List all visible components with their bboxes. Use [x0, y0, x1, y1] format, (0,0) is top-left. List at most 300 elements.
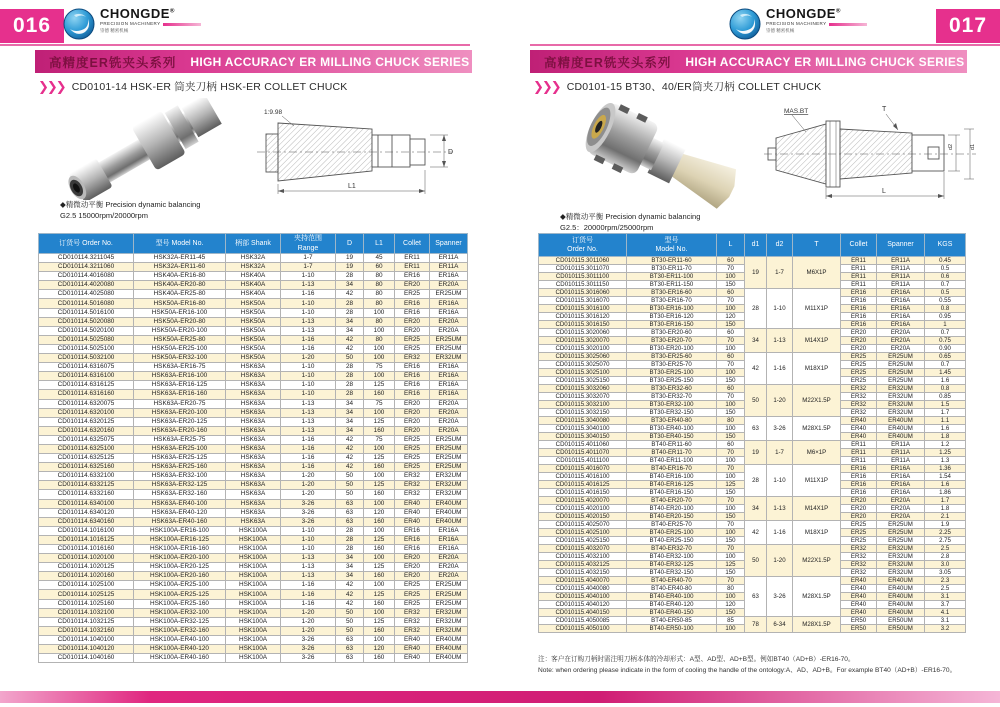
table-cell: 34 — [336, 408, 364, 417]
table-cell: 3.05 — [925, 569, 966, 577]
table-cell: ER11A — [877, 441, 925, 449]
table-cell: HSK32A-ER11-45 — [134, 254, 226, 263]
table-cell: ER16A — [877, 321, 925, 329]
table-cell: 150 — [717, 609, 745, 617]
table-cell: 19 — [336, 254, 364, 263]
table-cell: 80 — [364, 281, 395, 290]
table-cell: HSK100A — [226, 563, 281, 572]
merged-group-cell: M11X1P — [793, 465, 841, 497]
merged-group-cell: 1-20 — [767, 545, 793, 577]
table-cell: CD010115.4020100 — [539, 505, 627, 513]
table-cell: ER32 — [841, 545, 877, 553]
table-cell: ER16 — [395, 308, 430, 317]
header-row — [539, 234, 966, 257]
table-cell: CD010114.1032100 — [39, 608, 134, 617]
table-cell: 1-13 — [281, 417, 336, 426]
column-header: 型号 Model No. — [627, 234, 717, 257]
table-cell: BT30-ER11-100 — [627, 273, 717, 281]
table-cell: 100 — [717, 345, 745, 353]
table-cell: 1.7 — [925, 409, 966, 417]
table-cell: CD010115.4032125 — [539, 561, 627, 569]
merged-group-cell: 34 — [745, 329, 767, 353]
table-cell: HSK63A-ER25-100 — [134, 444, 226, 453]
table-cell: 2.5 — [925, 585, 966, 593]
table-cell: HSK63A-ER20-125 — [134, 417, 226, 426]
table-cell: HSK100A — [226, 654, 281, 663]
table-cell: 3.0 — [925, 561, 966, 569]
table-cell: CD010115.4032070 — [539, 545, 627, 553]
table-cell: 70 — [717, 297, 745, 305]
table-cell: 80 — [364, 317, 395, 326]
table-cell: 120 — [717, 601, 745, 609]
table-cell: ER40UM — [430, 508, 468, 517]
table-cell: HSK63A — [226, 481, 281, 490]
table-row — [39, 554, 468, 563]
table-cell: ER32 — [395, 617, 430, 626]
table-cell: 1.8 — [925, 505, 966, 513]
table-cell: BT40-ER16-100 — [627, 473, 717, 481]
table-cell: 120 — [364, 508, 395, 517]
table-cell: ER16A — [877, 305, 925, 313]
table-cell: ER16A — [877, 465, 925, 473]
table-cell: ER20A — [877, 497, 925, 505]
table-cell: 1-10 — [281, 299, 336, 308]
table-cell: ER20 — [395, 417, 430, 426]
table-cell: ER20 — [395, 554, 430, 563]
table-cell: BT30-ER16-120 — [627, 313, 717, 321]
table-row — [39, 372, 468, 381]
merged-group-cell: M28X1.5P — [793, 617, 841, 633]
table-cell: ER11A — [430, 254, 468, 263]
table-cell: ER40UM — [877, 417, 925, 425]
table-cell: 160 — [364, 390, 395, 399]
table-cell: ER20A — [430, 554, 468, 563]
registered-mark: ® — [169, 8, 175, 15]
table-cell: HSK100A — [226, 645, 281, 654]
table-cell: CD010115.3016120 — [539, 313, 627, 321]
table-cell: ER20 — [395, 572, 430, 581]
table-cell: ER25UM — [877, 361, 925, 369]
merged-group-cell: 3-26 — [767, 417, 793, 441]
table-cell: ER20 — [395, 317, 430, 326]
table-cell: 70 — [717, 545, 745, 553]
table-cell: HSK50A — [226, 326, 281, 335]
table-cell: HSK63A-ER25-125 — [134, 454, 226, 463]
series-banner — [530, 50, 967, 73]
merged-group-cell: 3-26 — [767, 577, 793, 617]
table-cell: 125 — [364, 617, 395, 626]
table-cell: 28 — [336, 545, 364, 554]
table-cell: CD010114.1025100 — [39, 581, 134, 590]
bottom-accent-bar — [0, 691, 1000, 703]
table-cell: CD010114.6316075 — [39, 363, 134, 372]
table-cell: ER16 — [841, 305, 877, 313]
table-cell: HSK63A-ER16-160 — [134, 390, 226, 399]
table-cell: ER32 — [395, 472, 430, 481]
table-cell: 1.25 — [925, 449, 966, 457]
table-cell: 2.1 — [925, 513, 966, 521]
table-cell: ER40 — [395, 645, 430, 654]
table-cell: ER25UM — [877, 521, 925, 529]
table-cell: ER11 — [395, 263, 430, 272]
table-cell: BT30-ER20-70 — [627, 337, 717, 345]
table-cell: HSK63A — [226, 399, 281, 408]
table-cell: 120 — [364, 645, 395, 654]
table-cell: CD010115.3011060 — [539, 257, 627, 265]
table-cell: 1-16 — [281, 290, 336, 299]
section-title-row — [38, 79, 348, 94]
table-cell: 1-10 — [281, 390, 336, 399]
table-row — [39, 354, 468, 363]
table-cell: ER16A — [430, 390, 468, 399]
table-cell: HSK100A-ER25-160 — [134, 599, 226, 608]
table-cell: CD010115.3032070 — [539, 393, 627, 401]
merged-group-cell: M28X1.5P — [793, 417, 841, 441]
table-cell: 34 — [336, 426, 364, 435]
table-cell: 0.85 — [925, 393, 966, 401]
table-cell: 0.45 — [925, 257, 966, 265]
table-cell: 3.7 — [925, 601, 966, 609]
table-cell: ER40 — [841, 601, 877, 609]
table-cell: 0.55 — [925, 297, 966, 305]
table-cell: HSK63A — [226, 472, 281, 481]
column-header: KGS — [925, 234, 966, 257]
table-cell: ER32UM — [877, 385, 925, 393]
table-cell: CD010114.6316125 — [39, 381, 134, 390]
table-cell: ER16A — [430, 308, 468, 317]
table-cell: 28 — [336, 535, 364, 544]
table-cell: CD010114.1040100 — [39, 635, 134, 644]
length-dim-label: L1 — [348, 183, 356, 190]
balancing-line2: G2.5 15000rpm/20000rpm — [60, 210, 148, 220]
table-cell: 0.75 — [925, 337, 966, 345]
table-cell: ER25UM — [430, 454, 468, 463]
table-cell: 120 — [717, 313, 745, 321]
table-row — [539, 353, 966, 361]
table-row — [539, 289, 966, 297]
table-cell: 75 — [364, 399, 395, 408]
spec-table — [38, 233, 468, 663]
table-cell: 0.7 — [925, 361, 966, 369]
table-row — [39, 499, 468, 508]
table-cell: ER40 — [841, 417, 877, 425]
table-cell: HSK40A — [226, 281, 281, 290]
balancing-caption — [60, 200, 200, 222]
table-row — [39, 299, 468, 308]
table-cell: 1-13 — [281, 399, 336, 408]
table-cell: ER16 — [395, 299, 430, 308]
table-cell: 1-16 — [281, 344, 336, 353]
table-cell: HSK63A — [226, 381, 281, 390]
table-cell: ER25 — [841, 369, 877, 377]
table-cell: 150 — [717, 321, 745, 329]
table-cell: HSK50A-ER25-80 — [134, 335, 226, 344]
table-cell: CD010114.6325075 — [39, 435, 134, 444]
table-cell: BT40-ER16-70 — [627, 465, 717, 473]
brand-subtitle: PRECISION MACHINERY — [766, 22, 867, 27]
table-cell: CD010114.5025080 — [39, 335, 134, 344]
table-cell: 70 — [717, 265, 745, 273]
logo-dash — [163, 23, 201, 26]
table-cell: 0.95 — [925, 313, 966, 321]
table-cell: 0.65 — [925, 353, 966, 361]
merged-group-cell: 6-34 — [767, 617, 793, 633]
header-rule — [530, 44, 1000, 46]
table-cell: ER40UM — [430, 645, 468, 654]
table-cell: CD010115.3011070 — [539, 265, 627, 273]
table-cell: ER40UM — [430, 654, 468, 663]
table-cell: 28 — [336, 526, 364, 535]
balancing-caption — [560, 212, 700, 234]
hsk-spec-table — [38, 233, 467, 663]
table-cell: 80 — [717, 585, 745, 593]
table-cell: BT40-ER40-70 — [627, 577, 717, 585]
table-cell: ER16 — [395, 526, 430, 535]
table-cell: 75 — [364, 363, 395, 372]
table-cell: 1-10 — [281, 535, 336, 544]
table-cell: ER16 — [395, 272, 430, 281]
table-cell: 1-7 — [281, 254, 336, 263]
table-cell: ER40 — [841, 585, 877, 593]
table-cell: 70 — [717, 577, 745, 585]
table-cell: CD010114.1025125 — [39, 590, 134, 599]
table-cell: HSK63A-ER32-100 — [134, 472, 226, 481]
table-cell: 70 — [717, 497, 745, 505]
table-row — [39, 654, 468, 663]
table-cell: 1-13 — [281, 408, 336, 417]
table-row — [39, 263, 468, 272]
table-cell: ER25 — [395, 290, 430, 299]
table-cell: 1.6 — [925, 377, 966, 385]
table-cell: HSK100A-ER20-125 — [134, 563, 226, 572]
table-cell: CD010114.6332160 — [39, 490, 134, 499]
hsk-technical-drawing — [252, 104, 464, 202]
merged-group-cell: 50 — [745, 545, 767, 577]
brand-name: CHONGDE® — [100, 6, 175, 21]
d2-dim-label: d2 — [948, 143, 954, 150]
table-cell: 2.5 — [925, 545, 966, 553]
table-row — [39, 272, 468, 281]
table-cell: 100 — [717, 401, 745, 409]
table-cell: ER16 — [395, 545, 430, 554]
table-cell: ER25UM — [877, 377, 925, 385]
table-cell: BT40-ER40-80 — [627, 585, 717, 593]
table-cell: 70 — [717, 393, 745, 401]
table-cell: ER11 — [841, 273, 877, 281]
table-cell: ER20 — [395, 563, 430, 572]
table-cell: BT40-ER40-100 — [627, 593, 717, 601]
table-cell: CD010114.1020125 — [39, 563, 134, 572]
merged-group-cell: 63 — [745, 577, 767, 617]
table-cell: BT40-ER32-125 — [627, 561, 717, 569]
table-row — [39, 508, 468, 517]
table-cell: CD010115.4032100 — [539, 553, 627, 561]
table-cell: 28 — [336, 272, 364, 281]
table-cell: ER32 — [395, 481, 430, 490]
merged-group-cell: M18X1P — [793, 353, 841, 385]
series-banner-en: HIGH ACCURACY ER MILLING CHUCK SERIES — [190, 54, 470, 69]
series-banner — [35, 50, 472, 73]
table-cell: 34 — [336, 563, 364, 572]
table-cell: ER25UM — [430, 335, 468, 344]
table-cell: ER20A — [430, 417, 468, 426]
table-cell: ER11A — [877, 457, 925, 465]
table-cell: ER11 — [395, 254, 430, 263]
table-cell: 1-10 — [281, 526, 336, 535]
table-cell: 63 — [336, 635, 364, 644]
table-row — [39, 608, 468, 617]
merged-group-cell: M11X1P — [793, 289, 841, 329]
table-cell: BT40-ER16-150 — [627, 489, 717, 497]
merged-group-cell: M22X1.5P — [793, 385, 841, 417]
table-cell: HSK63A-ER20-100 — [134, 408, 226, 417]
page-number: 017 — [936, 9, 1000, 43]
table-cell: ER25UM — [430, 344, 468, 353]
table-cell: CD010115.4020150 — [539, 513, 627, 521]
brand-logo — [62, 7, 201, 41]
merged-group-cell: M6×1P — [793, 441, 841, 465]
table-row — [39, 399, 468, 408]
table-cell: CD010115.3040150 — [539, 433, 627, 441]
table-cell: ER11 — [841, 257, 877, 265]
table-cell: ER25 — [395, 599, 430, 608]
table-cell: HSK63A — [226, 372, 281, 381]
diameter-dim-label: D — [448, 149, 454, 156]
table-cell: 1-13 — [281, 572, 336, 581]
table-cell: HSK100A — [226, 526, 281, 535]
table-cell: CD010114.1016100 — [39, 526, 134, 535]
table-cell: 1-16 — [281, 444, 336, 453]
table-cell: ER11 — [841, 281, 877, 289]
table-cell: 150 — [717, 569, 745, 577]
table-cell: CD010115.4011060 — [539, 441, 627, 449]
table-cell: 160 — [364, 490, 395, 499]
table-cell: 70 — [717, 337, 745, 345]
table-cell: 1.6 — [925, 425, 966, 433]
table-cell: ER25UM — [877, 537, 925, 545]
merged-group-cell: M14X1P — [793, 497, 841, 521]
table-cell: 34 — [336, 281, 364, 290]
table-cell: CD010114.4025080 — [39, 290, 134, 299]
table-cell: 3-26 — [281, 645, 336, 654]
table-cell: 45 — [364, 254, 395, 263]
table-cell: 0.8 — [925, 385, 966, 393]
column-header: 型号 Model No. — [134, 234, 226, 254]
table-row — [39, 417, 468, 426]
table-cell: BT40-ER32-100 — [627, 553, 717, 561]
balancing-line2: G2.5：20000rpm/25000rpm — [560, 222, 654, 232]
table-cell: 2.25 — [925, 529, 966, 537]
table-cell: ER20A — [430, 399, 468, 408]
table-cell: 1.1 — [925, 417, 966, 425]
table-cell: 125 — [364, 381, 395, 390]
table-cell: HSK40A-ER25-80 — [134, 290, 226, 299]
table-cell: 1-10 — [281, 372, 336, 381]
table-row — [39, 617, 468, 626]
merged-group-cell: 1-16 — [767, 521, 793, 545]
triple-chevron-icon: ❯❯❯ — [38, 79, 65, 94]
table-cell: 85 — [717, 617, 745, 625]
table-cell: 1-10 — [281, 363, 336, 372]
section-title: CD0101-15 BT30、40/ER筒夹刀柄 COLLET CHUCK — [566, 81, 822, 93]
brand-chinese: 崇德 精密机械 — [766, 27, 795, 33]
table-cell: ER16A — [430, 299, 468, 308]
table-cell: CD010114.6316160 — [39, 390, 134, 399]
table-cell: 80 — [364, 335, 395, 344]
table-cell: CD010115.3032100 — [539, 401, 627, 409]
merged-group-cell: 19 — [745, 441, 767, 465]
table-cell: ER40UM — [877, 577, 925, 585]
table-cell: ER32UM — [877, 393, 925, 401]
table-cell: HSK100A — [226, 608, 281, 617]
column-header: Spanner — [877, 234, 925, 257]
table-cell: ER40UM — [877, 433, 925, 441]
table-cell: ER11A — [877, 273, 925, 281]
table-cell: HSK50A — [226, 335, 281, 344]
table-cell: 1-10 — [281, 308, 336, 317]
table-cell: 1-7 — [281, 263, 336, 272]
table-cell: HSK100A-ER16-100 — [134, 526, 226, 535]
table-cell: HSK100A — [226, 554, 281, 563]
table-cell: 1-20 — [281, 481, 336, 490]
table-cell: CD010114.6340160 — [39, 517, 134, 526]
table-cell: 1-16 — [281, 335, 336, 344]
table-cell: HSK63A — [226, 517, 281, 526]
table-cell: CD010115.3020070 — [539, 337, 627, 345]
merged-group-cell: 50 — [745, 385, 767, 417]
table-cell: ER11A — [877, 257, 925, 265]
table-cell: ER16A — [430, 545, 468, 554]
table-cell: ER16A — [430, 535, 468, 544]
table-cell: CD010115.3025060 — [539, 353, 627, 361]
table-cell: 1-20 — [281, 626, 336, 635]
table-cell: ER25UM — [430, 581, 468, 590]
column-header: Collet — [395, 234, 430, 254]
column-header: D — [336, 234, 364, 254]
table-cell: CD010115.3011150 — [539, 281, 627, 289]
table-cell: BT40-ER11-100 — [627, 457, 717, 465]
table-cell: 60 — [364, 263, 395, 272]
table-cell: 1.45 — [925, 369, 966, 377]
table-cell: 100 — [364, 354, 395, 363]
table-cell: HSK100A — [226, 635, 281, 644]
table-cell: CD010115.3032060 — [539, 385, 627, 393]
table-cell: CD010114.3211045 — [39, 254, 134, 263]
table-cell: BT40-ER25-100 — [627, 529, 717, 537]
table-cell: CD010114.5016100 — [39, 308, 134, 317]
table-cell: ER16A — [877, 289, 925, 297]
table-cell: ER11 — [841, 265, 877, 273]
table-row — [39, 435, 468, 444]
table-cell: ER16 — [395, 372, 430, 381]
table-cell: CD010115.3025070 — [539, 361, 627, 369]
table-cell: 1.8 — [925, 433, 966, 441]
table-row — [539, 417, 966, 425]
table-cell: ER11A — [430, 263, 468, 272]
table-cell: ER40UM — [877, 585, 925, 593]
table-cell: ER32UM — [877, 401, 925, 409]
table-cell: ER25 — [395, 463, 430, 472]
table-row — [539, 329, 966, 337]
table-cell: 160 — [364, 654, 395, 663]
table-cell: CD010114.3211060 — [39, 263, 134, 272]
table-cell: ER32UM — [877, 569, 925, 577]
table-cell: CD010114.1020100 — [39, 554, 134, 563]
table-cell: HSK50A-ER25-100 — [134, 344, 226, 353]
table-cell: ER25UM — [877, 353, 925, 361]
merged-group-cell: 19 — [745, 257, 767, 289]
table-cell: ER16A — [430, 363, 468, 372]
